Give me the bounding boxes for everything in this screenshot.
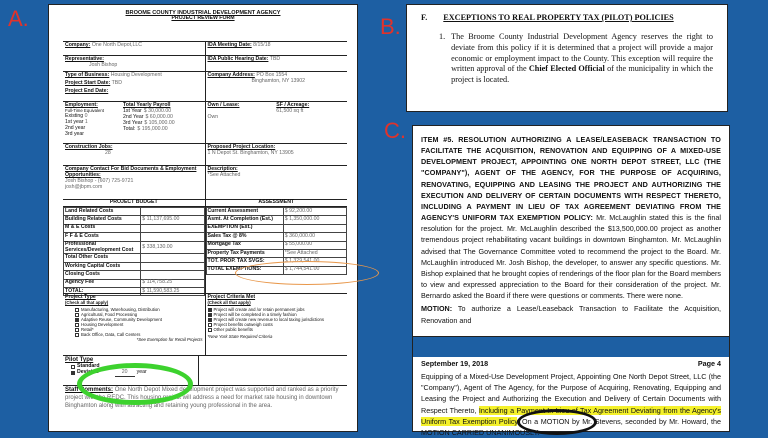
address-line2: Binghamton, NY 13902 <box>251 77 306 84</box>
budget-row <box>64 279 205 287</box>
highlighted-pilot-deviation: Including a Payment In Lieu of Tax Agreement Deviating from the Agency's Uniform Tax Exemption Policy <box>421 405 721 426</box>
standard-checkbox[interactable] <box>71 365 75 369</box>
ida-meeting-label: IDA Meeting Date: <box>207 42 252 48</box>
construction-value: 28 <box>105 149 111 156</box>
black-circle-annotation <box>517 409 597 435</box>
policy-text-before: The Broome County Industrial Development Agency reserves the right to deviate from this policy if it is determined that a project will provide a major economic or employment impact to the County. This exception will require the written approval of the <box>451 32 713 74</box>
criteria-option-label: Project will be completed in a timely fashion <box>213 311 297 317</box>
row-business <box>63 71 347 101</box>
third-year-label: 3rd year <box>65 130 85 137</box>
employment-label: Employment: <box>65 102 98 108</box>
budget-label: Professional Services/Development Cost <box>64 241 141 254</box>
project-type-option-label: Retail* <box>81 326 94 332</box>
budget-value <box>141 262 204 270</box>
hearing-value: TBD <box>269 56 281 62</box>
fte-note: Full-Time Equivalent <box>65 107 105 113</box>
budget-row <box>64 262 205 270</box>
assessment-value: $ 1,744,541.00 <box>283 266 346 274</box>
staff-label: Staff Comments: <box>65 387 114 393</box>
budget-label: TOTAL: <box>64 288 141 296</box>
nyr-note: *New York State Required Criteria <box>207 333 273 339</box>
staff-comments: One North Depot Mixed development project was supported and ranked as a priority project with the REDC. This housing project will address a need for market rate housing in downtown Binghamton along with attracting and retaining young professional in the area. <box>65 387 339 409</box>
contact-email: josh@jbpm.com <box>65 183 103 190</box>
budget-label: Agency Fee <box>64 279 141 287</box>
policy-item <box>439 32 713 86</box>
assessment-label: EXEMPTION (Est.) <box>206 224 283 232</box>
budget-label: F F & E Costs <box>64 233 141 241</box>
start-value: TBD <box>111 79 122 86</box>
project-type-option-label: Manufacturing, Warehousing, Distribution <box>81 306 160 312</box>
budget-row <box>64 241 205 254</box>
budget-row <box>64 216 205 224</box>
panel-letter-a: A. <box>8 6 29 31</box>
criteria-check-all: (Check all that apply) <box>207 299 251 305</box>
budget-value <box>141 233 204 241</box>
project-type-checkbox[interactable] <box>75 328 79 332</box>
rep-label: Representative: <box>65 56 104 62</box>
budget-label: Building Related Costs <box>64 216 141 224</box>
company-label: Company: <box>65 42 91 48</box>
project-type-label: Project Type <box>65 294 96 300</box>
assessment-label: TOTAL EXEMPTIONS: <box>206 266 283 274</box>
page4-text-1: Equipping of a Mixed-Use Development Project, Appointing One North Depot Street, LLC (the "Company"), Agent of The Agency, for the Purpose of Acquiring, Renovating, Equipping and Leasing the Project and Authorizing the Execution and Delivery of Certain Documents with Respect Thereto, <box>421 372 721 415</box>
assessment-row <box>206 241 347 249</box>
policy-text-bold: Chief Elected Official <box>528 64 605 74</box>
payroll-3-label: 3rd Year <box>123 119 143 126</box>
payroll-1-value: $ 30,000.00 <box>143 107 172 114</box>
contact-label: Company Contact For Bid Documents & Employment Opportunities: <box>65 166 197 178</box>
budget-value: $ 11,590,583.25 <box>141 288 204 296</box>
policy-heading <box>421 13 713 22</box>
motion-label: MOTION: <box>421 304 453 314</box>
assessment-row <box>206 233 347 241</box>
row-company <box>63 41 347 55</box>
payroll-total-value: $ 195,000.00 <box>137 125 168 132</box>
assessment-value: $ 1,329,541.00 <box>283 258 346 266</box>
payroll-total-label: Total: <box>123 125 136 132</box>
standard-label: Standard <box>77 362 100 369</box>
budget-label: Closing Costs <box>64 271 141 279</box>
budget-row <box>64 207 205 215</box>
deviated-checkbox[interactable] <box>71 371 75 375</box>
project-type-checkbox[interactable] <box>75 308 79 312</box>
row-employment <box>63 101 347 143</box>
business-value: Housing Development <box>110 72 162 78</box>
budget-value <box>141 254 204 262</box>
own-lease-label: Own / Lease: <box>207 102 240 108</box>
page-date: September 19, 2018 <box>421 359 489 368</box>
description-value: *See Attached <box>207 171 241 178</box>
standard-year-word: year <box>137 362 148 369</box>
row-construction <box>63 143 347 165</box>
panel-letter-c: C. <box>384 118 406 143</box>
company-value: One North Depot,LLC <box>91 42 143 48</box>
existing-value: 0 <box>84 112 88 119</box>
first-year-label: 1st year <box>65 118 84 125</box>
policy-letter: F. <box>421 13 428 22</box>
business-label: Type of Business: <box>65 72 110 78</box>
second-year-label: 2nd year <box>65 124 86 131</box>
deviated-label: Deviated <box>77 369 99 376</box>
existing-label: Existing <box>65 112 84 119</box>
payroll-2-value: $ 60,000.00 <box>145 113 173 120</box>
policy-text-after: of the municipality in which the project is located. <box>451 64 713 85</box>
assessment-label: Current Assessment <box>206 207 283 215</box>
address-line1: PO Box 1554 <box>256 72 288 78</box>
sf-value: 61,500 sq ft <box>276 107 304 114</box>
assessment-row <box>206 207 347 215</box>
project-type-option-label: Adaptive Reuse, Community Development <box>81 316 162 322</box>
assessment-value: $ 360,000.00 <box>283 233 346 241</box>
budget-label: Land Related Costs <box>64 207 141 215</box>
sf-label: SF / Acreage: <box>276 102 310 108</box>
assessment-label: TOT. PROP. TAX SVGS: <box>206 258 283 266</box>
criteria-label: Project Criteria Met <box>207 294 256 300</box>
assessment-label: Sales Tax @ 8% <box>206 233 283 241</box>
construction-label: Construction Jobs: <box>65 144 113 150</box>
project-type-checkbox[interactable] <box>75 323 79 327</box>
assessment-row <box>206 249 347 257</box>
deviated-years[interactable]: 20 <box>115 370 135 377</box>
row-project-type <box>63 293 347 355</box>
page-gap <box>413 337 729 357</box>
criteria-option-label: Project will create new revenue to local taxing jurisdictions <box>213 316 325 322</box>
payroll-2-label: 2nd Year <box>123 113 144 120</box>
criteria-option-label: Project benefits outweigh costs <box>213 321 273 327</box>
form-subtitle: PROJECT REVIEW FORM <box>171 15 235 22</box>
ida-meeting-value: 8/15/18 <box>253 42 271 48</box>
assessment-label: Asmt. At Completion (Est.) <box>206 216 283 224</box>
assessment-row <box>206 224 347 232</box>
policy-title: EXCEPTIONS TO REAL PROPERTY TAX (PILOT) POLICIES <box>443 13 674 22</box>
rep-value: Josh Bishop <box>89 61 118 68</box>
budget-value: $ 11,137,695.00 <box>141 216 204 224</box>
budget-label: Total Other Costs <box>64 254 141 262</box>
budget-row <box>64 224 205 232</box>
criteria-checkbox[interactable] <box>208 318 212 322</box>
project-type-option-label: Housing Development <box>81 321 124 327</box>
assessment-value: $ 55,000.00 <box>283 241 346 249</box>
resolution-body: Mr. McLaughlin stated this is the final resolution for the project. Mr. McLaughlin described the $13,500,000.00 project as another tremendous project rehabilitating vacant buildings in downtown Binghamton. Mr. McLaughlin advised that The Governance Committee voted to recommend the project to the Board. Mr. McLaughlin introduced Mr. Josh Bishop, the developer, to answer any specific questions. Mr. Bishop explained that he brought copies of renderings of the floor plan for the Board members to view and expressed appreciation to the Board for their consideration of the project. Mr. Bernardo asked the Board if there were questions or comments. There were none. <box>421 213 721 301</box>
orange-circle-annotation <box>235 261 379 285</box>
criteria-option-label: Other public benefits <box>213 326 253 332</box>
policy-item-number: 1. <box>439 32 446 41</box>
budget-value <box>141 207 204 215</box>
project-type-checkbox[interactable] <box>75 313 79 317</box>
criteria-checkbox[interactable] <box>208 313 212 317</box>
pilot-policy-excerpt <box>406 4 728 112</box>
contact-name: Josh Bishop - (607) 725-9721 <box>65 177 134 184</box>
address-label: Company Address: <box>207 72 255 78</box>
end-label: Project End Date: <box>65 87 109 94</box>
row-contact <box>63 165 347 199</box>
assessment-value: *See Attached <box>283 249 346 257</box>
motion-text: To authorize a Lease/Leaseback Transaction to Facilitate the Acquisition, Renovation and <box>421 304 721 325</box>
green-circle-annotation <box>77 363 193 405</box>
board-minutes-excerpt <box>412 125 730 437</box>
budget-table <box>63 207 205 296</box>
project-type-checkbox[interactable] <box>75 333 79 337</box>
payroll-1-label: 1st Year <box>123 107 142 114</box>
pilot-type-label: Pilot Type <box>65 357 94 363</box>
project-type-option-label: Back Office, Data, Call Centers <box>81 331 141 337</box>
form-title: BROOME COUNTY INDUSTRIAL DEVELOPMENT AGENCY <box>125 10 281 16</box>
project-type-option-label: Agricultural, Food Processing <box>81 311 138 317</box>
budget-label: M & E Costs <box>64 224 141 232</box>
budget-heading: PROJECT BUDGET <box>63 200 205 207</box>
row-representative <box>63 55 347 71</box>
own-lease-value: Own <box>207 113 219 120</box>
criteria-option <box>208 328 346 333</box>
start-label: Project Start Date: <box>65 79 111 86</box>
deviated-year-word: year <box>136 369 147 376</box>
payroll-3-value: $ 105,000.00 <box>144 119 175 126</box>
budget-label: Working Capital Costs <box>64 262 141 270</box>
page-number: Page 4 <box>697 359 721 368</box>
budget-value: $ 114,758.25 <box>141 279 204 287</box>
retail-note: *See Exemption for Retail Projects <box>136 336 203 342</box>
location-label: Proposed Project Location: <box>207 144 276 150</box>
budget-row <box>64 254 205 262</box>
assessment-value: $ 92,200.00 <box>283 207 346 215</box>
panel-letter-b: B. <box>380 14 401 39</box>
criteria-checkbox[interactable] <box>208 323 212 327</box>
project-review-form <box>48 4 358 432</box>
budget-value: $ 338,130.00 <box>141 241 204 254</box>
assessment-heading: ASSESSMENT <box>206 200 348 207</box>
criteria-checkbox[interactable] <box>208 328 212 332</box>
assessment-value <box>283 224 346 232</box>
description-label: Description: <box>207 166 238 172</box>
first-year-value: 1 <box>84 118 88 125</box>
location-value: 1 N Depot St. Binghamton, NY 13905 <box>207 149 294 156</box>
resolution-heading: ITEM #5. RESOLUTION AUTHORIZING A LEASE/LEASEBACK TRANSACTION TO FACILITATE THE ACQUISITION, RENOVATION AND EQUIPPING OF A MIXED-USE DEVELOPMENT PROJECT, APPOINTING ONE NORTH DEPOT STREET, LLC (THE "COMPANY"), AGENT OF THE AGENCY, FOR THE PURPOSE OF ACQUIRING, RENOVATING, EQUIPPING AND LEASING THE PROJECT AND AUTHORIZING THE EXECUTION AND DELIVERY OF CERTAIN DOCUMENTS WITH RESPECT THERETO, INCLUDING A PAYMENT IN LIEU OF TAX AGREEMENT DEVIATING FROM THE AGENCY'S UNIFORM TAX EXEMPTION POLICY: <box>421 135 721 223</box>
criteria-checkbox[interactable] <box>208 308 212 312</box>
payroll-label: Total Yearly Payroll <box>123 102 171 108</box>
criteria-option-label: Project will create and /or retain permanent jobs <box>213 306 305 312</box>
assessment-value: $ 1,350,000.00 <box>283 216 346 224</box>
budget-row <box>64 233 205 241</box>
assessment-row <box>206 216 347 224</box>
page4-text-2: . On a MOTION by Mr. Stevens, seconded by Mr. Howard, the MOTION CARRIED UNANIMOUSLY. <box>421 416 721 437</box>
assessment-label: Property Tax Payments <box>206 249 283 257</box>
budget-value <box>141 224 204 232</box>
hearing-label: IDA Public Hearing Date: <box>207 56 269 62</box>
budget-row <box>64 271 205 279</box>
project-type-check-all: (Check all that apply) <box>65 299 109 305</box>
budget-value <box>141 271 204 279</box>
project-type-checkbox[interactable] <box>75 318 79 322</box>
assessment-label: Mortgage Tax <box>206 241 283 249</box>
